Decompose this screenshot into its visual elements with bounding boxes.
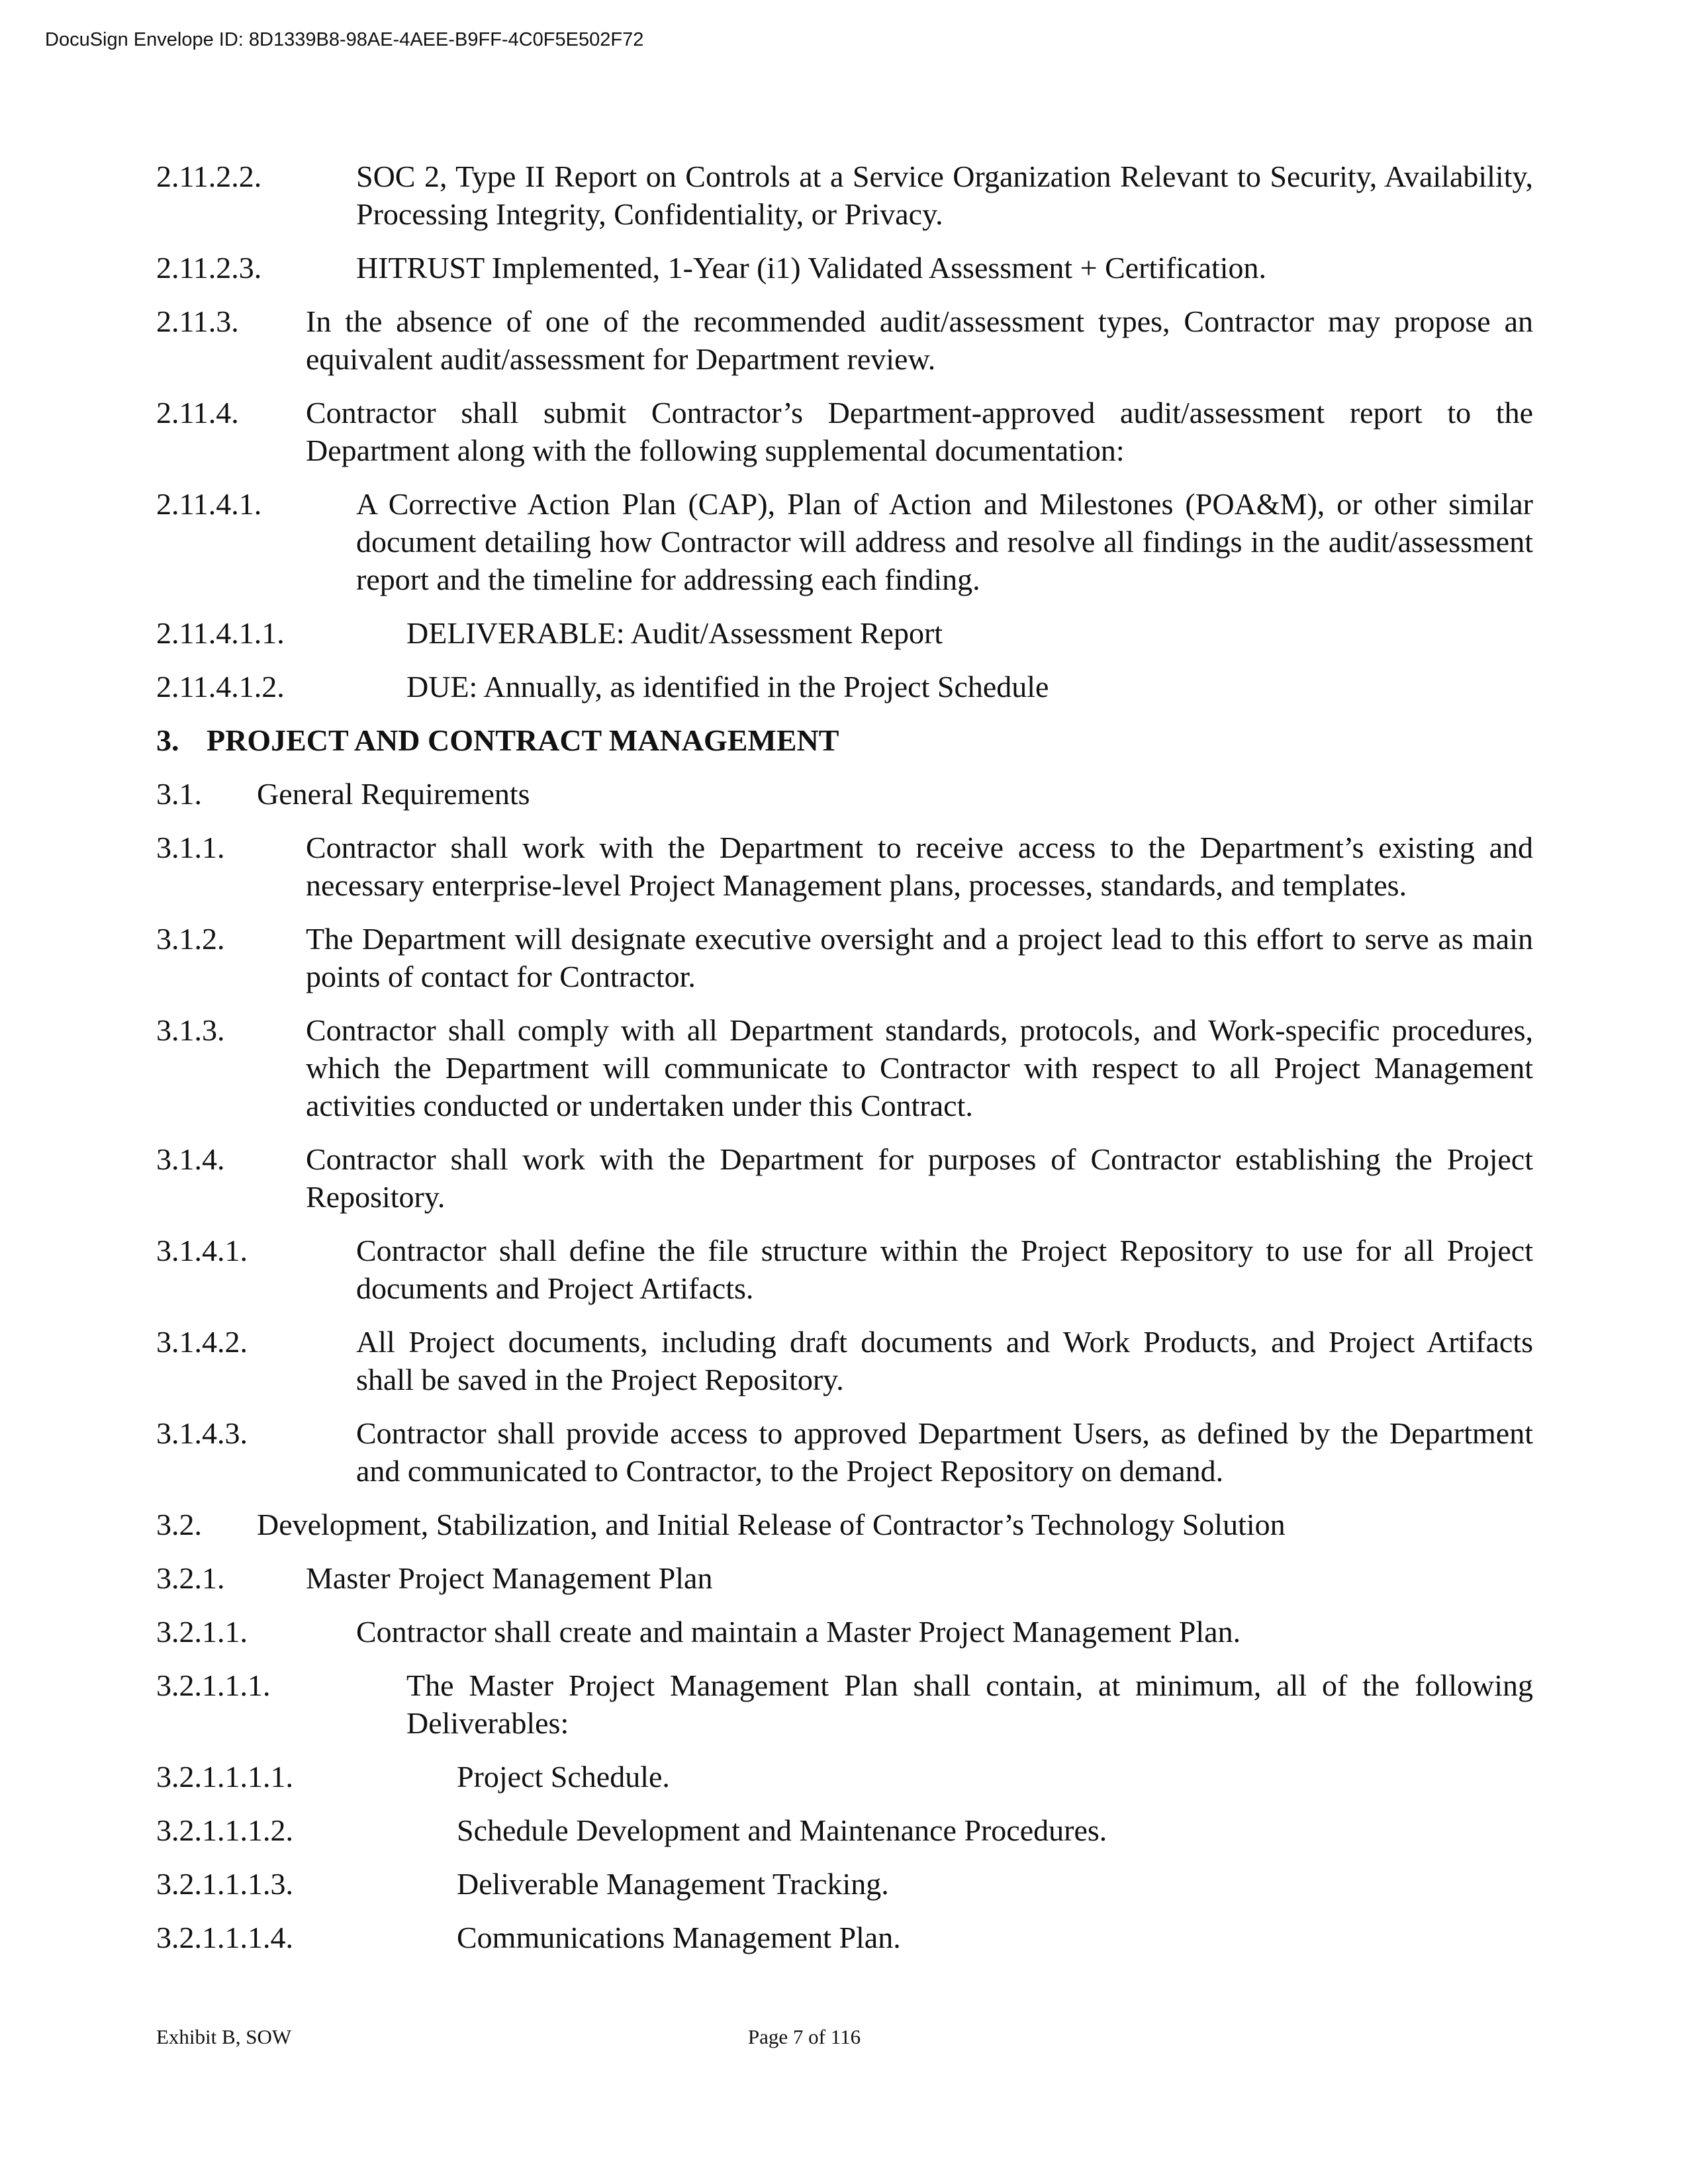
- clause-number: 2.11.2.2.: [156, 159, 262, 193]
- clause-3-1: [156, 775, 1533, 813]
- footer-page-number: Page 7 of 116: [747, 2025, 861, 2048]
- clause-3-1-4-1: [156, 1232, 1533, 1307]
- clause-text: The Master Project Management Plan shall contain, at minimum, all of the following Deliverables:: [406, 1668, 1533, 1740]
- clause-text: Contractor shall provide access to approved Department Users, as defined by the Department and communicated to Contractor, to the Project Repository on demand.: [356, 1416, 1533, 1488]
- clause-number: 3.2.1.1.1.1.: [156, 1760, 293, 1794]
- clause-3-2-1-1-1-2: [156, 1811, 1533, 1849]
- clause-3-2-1-1: [156, 1613, 1533, 1651]
- clause-number: 3.2.1.1.1.2.: [156, 1813, 293, 1847]
- clause-2-11-4-1-1: [156, 614, 1533, 652]
- clause-text: Master Project Management Plan: [306, 1561, 713, 1595]
- clause-number: 3.2.1.1.1.3.: [156, 1867, 293, 1901]
- clause-number: 3.1.1.: [156, 831, 225, 864]
- clause-text: DELIVERABLE: Audit/Assessment Report: [406, 616, 943, 650]
- clause-3-2-1-1-1: [156, 1666, 1533, 1742]
- clause-3-1-2: [156, 920, 1533, 995]
- section-title: PROJECT AND CONTRACT MANAGEMENT: [207, 723, 839, 757]
- envelope-id: DocuSign Envelope ID: 8D1339B8-98AE-4AEE-B9FF-4C0F5E502F72: [45, 29, 644, 50]
- clause-2-11-3: [156, 302, 1533, 378]
- clause-2-11-4-1-2: [156, 668, 1533, 705]
- clause-3-2-1-1-1-4: [156, 1919, 1533, 1956]
- clause-text: Contractor shall create and maintain a Master Project Management Plan.: [356, 1615, 1241, 1649]
- clause-text: Project Schedule.: [457, 1760, 670, 1794]
- clause-text: Schedule Development and Maintenance Procedures.: [457, 1813, 1107, 1847]
- clause-text: The Department will designate executive oversight and a project lead to this effort to serve as main points of contact for Contractor.: [306, 922, 1533, 993]
- section-number: 3.: [156, 723, 179, 757]
- clause-text: Contractor shall work with the Department for purposes of Contractor establishing the Project Repository.: [306, 1142, 1533, 1214]
- clause-number: 3.2.: [156, 1508, 202, 1541]
- clause-text: A Corrective Action Plan (CAP), Plan of Action and Milestones (POA&M), or other similar document detailing how Contractor will address and resolve all findings in the audit/assessment report and the timeline for addressing each finding.: [356, 487, 1533, 596]
- clause-3-1-4-2: [156, 1323, 1533, 1398]
- clause-text: Deliverable Management Tracking.: [457, 1867, 889, 1901]
- clause-text: Communications Management Plan.: [457, 1921, 901, 1954]
- clause-text: Contractor shall comply with all Department standards, protocols, and Work-specific procedures, which the Department will communicate to Contractor with respect to all Project Management activities conducted or undertaken under this Contract.: [306, 1013, 1533, 1122]
- section-heading: [156, 721, 1533, 759]
- clause-number: 2.11.4.1.2.: [156, 670, 285, 704]
- clause-number: 3.1.4.3.: [156, 1416, 248, 1450]
- clause-number: 3.1.4.: [156, 1142, 225, 1176]
- clause-text: Contractor shall define the file structure within the Project Repository to use for all Project documents and Project Artifacts.: [356, 1234, 1533, 1305]
- clause-number: 3.2.1.1.: [156, 1615, 248, 1649]
- clause-3-1-4-3: [156, 1414, 1533, 1490]
- clause-3-1-1: [156, 829, 1533, 904]
- clause-3-1-3: [156, 1011, 1533, 1124]
- clause-text: In the absence of one of the recommended audit/assessment types, Contractor may propose an equivalent audit/assessment for Department review.: [306, 304, 1533, 376]
- document-body: [156, 158, 1533, 1972]
- clause-text: SOC 2, Type II Report on Controls at a Service Organization Relevant to Security, Availability, Processing Integrity, Confidentiality, or Privacy.: [356, 159, 1533, 231]
- clause-number: 3.1.4.1.: [156, 1234, 248, 1267]
- clause-3-2-1-1-1-1: [156, 1758, 1533, 1796]
- clause-2-11-4: [156, 394, 1533, 469]
- clause-number: 2.11.4.1.: [156, 487, 262, 521]
- clause-text: DUE: Annually, as identified in the Project Schedule: [406, 670, 1049, 704]
- clause-3-2-1-1-1-3: [156, 1865, 1533, 1903]
- clause-3-1-4: [156, 1140, 1533, 1216]
- clause-number: 2.11.4.1.1.: [156, 616, 285, 650]
- clause-number: 3.1.4.2.: [156, 1325, 248, 1359]
- clause-text: HITRUST Implemented, 1-Year (i1) Validated Assessment + Certification.: [356, 251, 1267, 285]
- clause-3-2-1: [156, 1559, 1533, 1597]
- clause-text: Contractor shall work with the Department to receive access to the Department’s existing and necessary enterprise-level Project Management plans, processes, standards, and templates.: [306, 831, 1533, 902]
- footer-document-label: Exhibit B, SOW: [156, 2025, 292, 2048]
- clause-number: 2.11.3.: [156, 304, 239, 338]
- clause-text: Development, Stabilization, and Initial Release of Contractor’s Technology Solution: [257, 1508, 1286, 1541]
- clause-number: 3.1.3.: [156, 1013, 225, 1047]
- clause-number: 3.1.2.: [156, 922, 225, 956]
- clause-number: 3.1.: [156, 777, 202, 811]
- clause-2-11-2-2: [156, 158, 1533, 233]
- clause-text: General Requirements: [257, 777, 530, 811]
- clause-number: 2.11.4.: [156, 396, 239, 430]
- clause-number: 2.11.2.3.: [156, 251, 262, 285]
- clause-2-11-2-3: [156, 249, 1533, 287]
- clause-3-2: [156, 1506, 1533, 1543]
- clause-2-11-4-1: [156, 485, 1533, 598]
- clause-number: 3.2.1.1.1.: [156, 1668, 271, 1702]
- clause-text: All Project documents, including draft documents and Work Products, and Project Artifacts shall be saved in the Project Repository.: [356, 1325, 1533, 1396]
- clause-number: 3.2.1.: [156, 1561, 225, 1595]
- clause-text: Contractor shall submit Contractor’s Department-approved audit/assessment report to the Department along with the following supplemental documentation:: [306, 396, 1533, 467]
- clause-number: 3.2.1.1.1.4.: [156, 1921, 293, 1954]
